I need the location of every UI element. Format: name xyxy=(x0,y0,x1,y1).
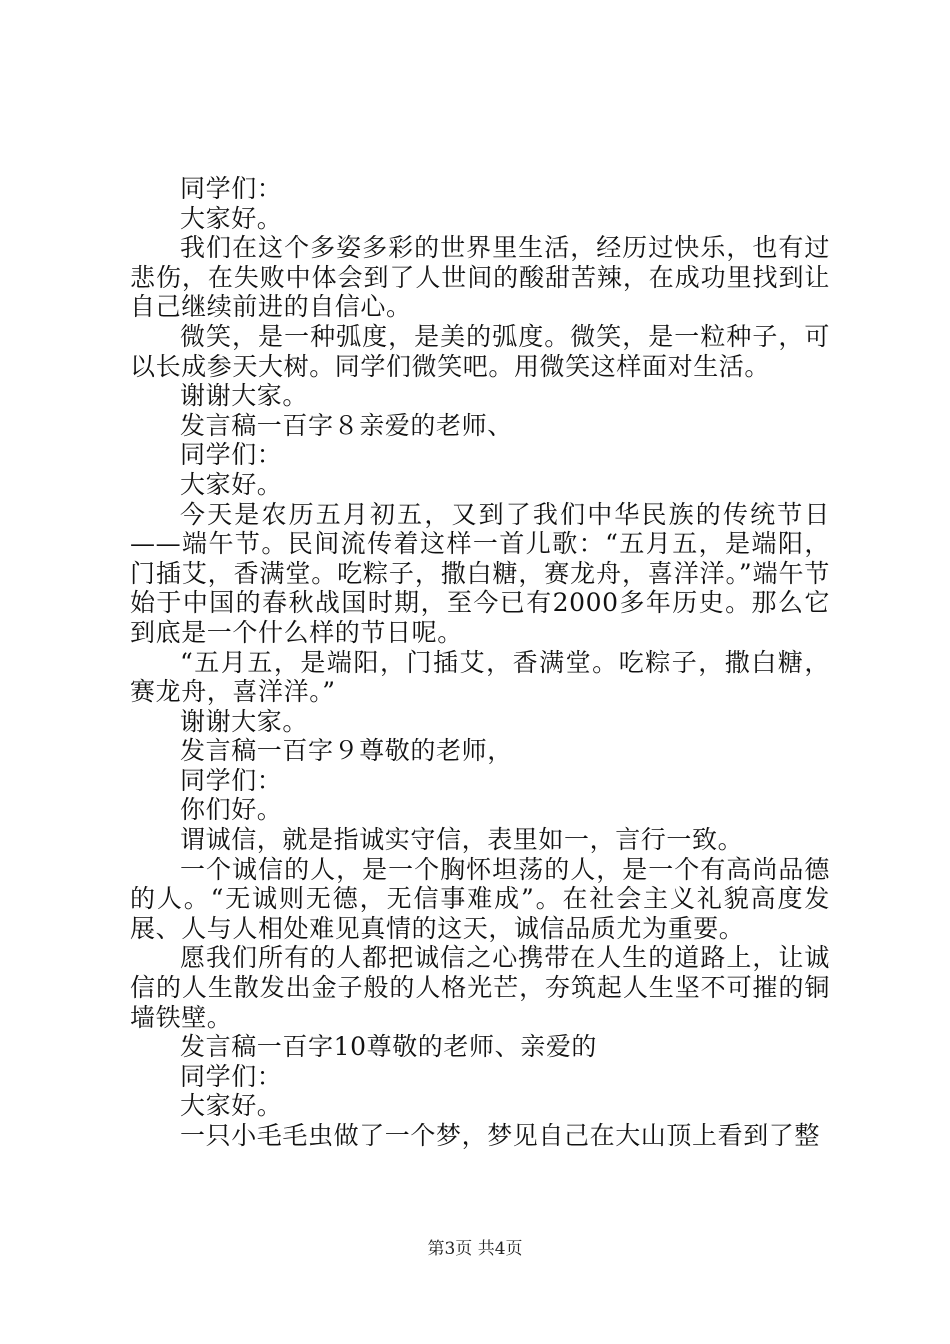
paragraph: 同学们： xyxy=(180,174,283,203)
page-footer: 第3页 共4页 xyxy=(427,1239,523,1259)
paragraph: 我们在这个多姿多彩的世界里生活，经历过快乐，也有过悲伤，在失败中体会到了人世间的酸甜苦辣，在成功里找到让自己继续前进的自信心。 xyxy=(130,233,830,322)
paragraph: 微笑，是一种弧度，是美的弧度。微笑，是一粒种子，可以长成参天大树。同学们微笑吧。用微笑这样面对生活。 xyxy=(130,321,830,381)
body-text xyxy=(130,174,830,1151)
paragraph: 一个诚信的人，是一个胸怀坦荡的人，是一个有高尚品德的人。“无诚则无德，无信事难成”。在社会主义礼貌高度发展、人与人相处难见真情的这天，诚信品质尤为重要。 xyxy=(130,854,830,943)
paragraph: 谢谢大家。 xyxy=(180,706,309,736)
paragraph: 大家好。 xyxy=(180,1091,283,1121)
paragraph: 谢谢大家。 xyxy=(180,381,309,411)
paragraph: 大家好。 xyxy=(180,203,283,233)
section-heading: 发言稿一百字10尊敬的老师、亲爱的 xyxy=(180,1032,598,1062)
paragraph: “五月五，是端阳，门插艾，香满堂。吃粽子，撒白糖，赛龙舟，喜洋洋。” xyxy=(130,647,830,707)
paragraph: 同学们： xyxy=(180,765,283,795)
section-heading: 发言稿一百字８亲爱的老师、 xyxy=(180,410,513,440)
paragraph: 同学们： xyxy=(180,440,283,470)
paragraph: 同学们： xyxy=(180,1061,283,1091)
paragraph: 大家好。 xyxy=(180,469,283,499)
paragraph: 今天是农历五月初五，又到了我们中华民族的传统节日——端午节。民间流传着这样一首儿歌：“五月五，是端阳，门插艾，香满堂。吃粽子，撒白糖，赛龙舟，喜洋洋。”端午节始于中国的春秋战国时期，至今已有2000多年历史。那么它到底是一个什么样的节日呢。 xyxy=(130,499,830,647)
section-heading: 发言稿一百字９尊敬的老师， xyxy=(180,736,513,766)
paragraph: 谓诚信，就是指诚实守信，表里如一，言行一致。 xyxy=(180,825,744,855)
paragraph: 愿我们所有的人都把诚信之心携带在人生的道路上，让诚信的人生散发出金子般的人格光芒，夯筑起人生坚不可摧的铜墙铁壁。 xyxy=(130,943,830,1032)
paragraph: 一只小毛毛虫做了一个梦，梦见自己在大山顶上看到了整 xyxy=(180,1121,821,1150)
paragraph: 你们好。 xyxy=(180,795,283,825)
